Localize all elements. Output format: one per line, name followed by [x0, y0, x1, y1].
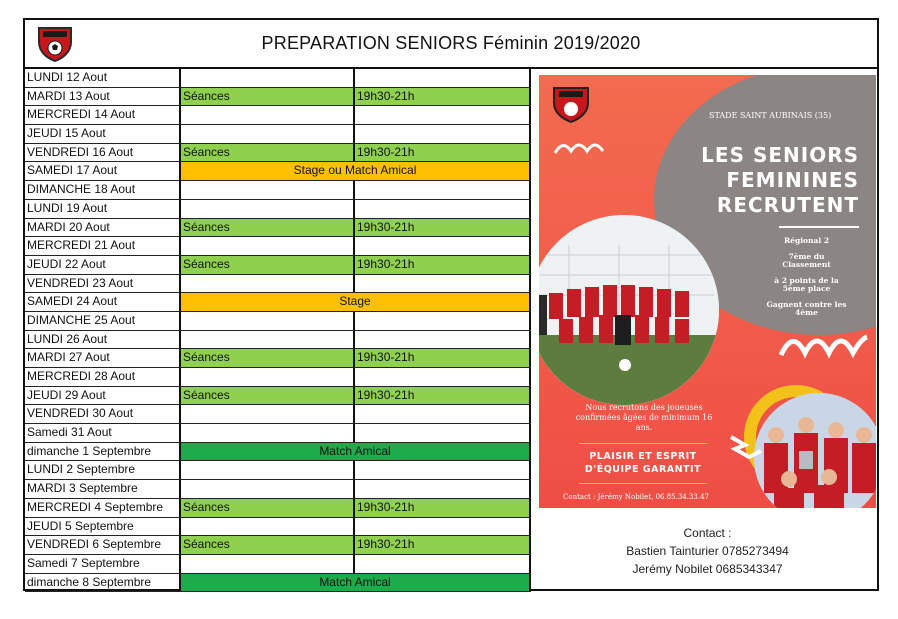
activity-cell: Séances — [181, 256, 355, 274]
schedule-row — [25, 480, 531, 499]
time-cell — [355, 555, 531, 573]
match-cell: Match Amical — [181, 574, 531, 592]
schedule-row — [25, 200, 531, 219]
schedule-day: dimanche 1 Septembre — [25, 443, 181, 461]
activity-cell — [181, 368, 355, 386]
time-cell — [355, 200, 531, 218]
zigzag-icon — [727, 431, 767, 461]
info-wins: Gagnent contre les 4ème — [766, 300, 847, 317]
schedule-row — [25, 443, 531, 462]
activity-cell: Séances — [181, 499, 355, 517]
schedule-day: DIMANCHE 25 Aout — [25, 312, 181, 330]
team-photo-illustration — [539, 215, 719, 405]
schedule-table — [25, 69, 531, 592]
time-cell — [355, 331, 531, 349]
activity-cell — [181, 237, 355, 255]
schedule-row — [25, 275, 531, 294]
schedule-row — [25, 293, 531, 312]
schedule-day: Samedi 7 Septembre — [25, 555, 181, 573]
schedule-row — [25, 162, 531, 181]
schedule-row — [25, 574, 531, 593]
info-division: Régional 2 — [783, 236, 830, 245]
schedule-row — [25, 387, 531, 406]
schedule-day: JEUDI 22 Aout — [25, 256, 181, 274]
schedule-day: dimanche 8 Septembre — [25, 574, 181, 592]
flyer-stade: STADE SAINT AUBINAIS (35) — [709, 111, 832, 120]
schedule-row — [25, 349, 531, 368]
document-header — [25, 20, 877, 69]
schedule-row — [25, 405, 531, 424]
activity-cell — [181, 200, 355, 218]
time-cell — [355, 461, 531, 479]
stage-cell: Stage ou Match Amical — [181, 162, 531, 180]
activity-cell — [181, 69, 355, 87]
time-cell — [355, 424, 531, 442]
stage-cell: Stage — [181, 293, 531, 311]
schedule-day: VENDREDI 30 Aout — [25, 405, 181, 423]
schedule-day: VENDREDI 23 Aout — [25, 275, 181, 293]
schedule-day: LUNDI 2 Septembre — [25, 461, 181, 479]
schedule-row — [25, 256, 531, 275]
contact-block — [539, 524, 876, 578]
activity-cell: Séances — [181, 88, 355, 106]
activity-cell: Séances — [181, 387, 355, 405]
time-cell — [355, 275, 531, 293]
schedule-row — [25, 368, 531, 387]
time-cell — [355, 181, 531, 199]
flyer-club-crest-icon — [551, 83, 591, 123]
time-cell: 19h30-21h — [355, 499, 531, 517]
schedule-row — [25, 331, 531, 350]
flyer-headline — [659, 143, 859, 218]
schedule-row — [25, 461, 531, 480]
time-cell — [355, 69, 531, 87]
team-photo — [539, 215, 719, 405]
time-cell: 19h30-21h — [355, 387, 531, 405]
match-cell: Match Amical — [181, 443, 531, 461]
schedule-day: MARDI 13 Aout — [25, 88, 181, 106]
headline-line-3: RECRUTENT — [716, 193, 859, 217]
time-cell: 19h30-21h — [355, 144, 531, 162]
schedule-day: LUNDI 12 Aout — [25, 69, 181, 87]
activity-cell — [181, 518, 355, 536]
headline-line-2: FEMININES — [726, 168, 859, 192]
contact-line-2: Jerémy Nobilet 0685343347 — [632, 562, 783, 576]
headline-line-1: LES SENIORS — [701, 143, 859, 167]
contact-line-1: Bastien Tainturier 0785273494 — [626, 544, 789, 558]
divider-yellow-top — [579, 443, 707, 444]
activity-cell — [181, 424, 355, 442]
schedule-day: LUNDI 19 Aout — [25, 200, 181, 218]
time-cell — [355, 237, 531, 255]
slogan-line-1: PLAISIR ET ESPRIT — [589, 451, 697, 462]
flyer-contact: Contact : Jérémy Nobilet, 06.85.34.33.47 — [563, 493, 710, 501]
schedule-row — [25, 499, 531, 518]
flyer-recruit-text: Nous recrutons des joueuses confirmées âgées de minimum 16 ans. — [575, 403, 713, 432]
activity-cell — [181, 405, 355, 423]
schedule-row — [25, 88, 531, 107]
activity-cell — [181, 312, 355, 330]
schedule-row — [25, 424, 531, 443]
flyer-slogan — [573, 450, 713, 476]
schedule-day: SAMEDI 17 Aout — [25, 162, 181, 180]
time-cell — [355, 518, 531, 536]
time-cell — [355, 405, 531, 423]
schedule-day: DIMANCHE 18 Aout — [25, 181, 181, 199]
schedule-day: LUNDI 26 Aout — [25, 331, 181, 349]
time-cell — [355, 480, 531, 498]
schedule-day: JEUDI 5 Septembre — [25, 518, 181, 536]
time-cell — [355, 368, 531, 386]
activity-cell — [181, 331, 355, 349]
activity-cell — [181, 461, 355, 479]
schedule-row — [25, 536, 531, 555]
schedule-document — [23, 18, 879, 591]
contact-label: Contact : — [683, 526, 732, 540]
time-cell — [355, 312, 531, 330]
schedule-day: MARDI 3 Septembre — [25, 480, 181, 498]
schedule-day: JEUDI 15 Aout — [25, 125, 181, 143]
time-cell: 19h30-21h — [355, 219, 531, 237]
squiggle-right-icon — [777, 325, 869, 361]
time-cell: 19h30-21h — [355, 256, 531, 274]
schedule-day: MARDI 20 Aout — [25, 219, 181, 237]
schedule-day: VENDREDI 6 Septembre — [25, 536, 181, 554]
activity-cell — [181, 181, 355, 199]
activity-cell — [181, 125, 355, 143]
schedule-day: JEUDI 29 Aout — [25, 387, 181, 405]
activity-cell — [181, 555, 355, 573]
squiggle-icon — [553, 135, 613, 159]
info-rank: 7ème du Classement — [782, 252, 831, 269]
schedule-row — [25, 237, 531, 256]
schedule-day: VENDREDI 16 Aout — [25, 144, 181, 162]
activity-cell: Séances — [181, 349, 355, 367]
info-points: à 2 points de la 5ème place — [774, 276, 839, 293]
page-title: PREPARATION SENIORS Féminin 2019/2020 — [261, 33, 641, 53]
time-cell: 19h30-21h — [355, 88, 531, 106]
schedule-row — [25, 144, 531, 163]
schedule-day: SAMEDI 24 Aout — [25, 293, 181, 311]
schedule-row — [25, 181, 531, 200]
schedule-day: MARDI 27 Aout — [25, 349, 181, 367]
schedule-row — [25, 106, 531, 125]
schedule-day: MERCREDI 21 Aout — [25, 237, 181, 255]
activity-cell: Séances — [181, 219, 355, 237]
schedule-day: MERCREDI 28 Aout — [25, 368, 181, 386]
schedule-row — [25, 312, 531, 331]
schedule-row — [25, 555, 531, 574]
activity-cell — [181, 480, 355, 498]
divider-yellow-bottom — [579, 483, 707, 484]
schedule-row — [25, 69, 531, 88]
activity-cell — [181, 106, 355, 124]
recruitment-flyer — [539, 75, 876, 508]
time-cell: 19h30-21h — [355, 536, 531, 554]
activity-cell: Séances — [181, 536, 355, 554]
schedule-day: MERCREDI 14 Aout — [25, 106, 181, 124]
schedule-row — [25, 518, 531, 537]
schedule-row — [25, 219, 531, 238]
time-cell: 19h30-21h — [355, 349, 531, 367]
headline-underline — [779, 226, 859, 228]
time-cell — [355, 125, 531, 143]
activity-cell — [181, 275, 355, 293]
schedule-day: MERCREDI 4 Septembre — [25, 499, 181, 517]
time-cell — [355, 106, 531, 124]
activity-cell: Séances — [181, 144, 355, 162]
schedule-day: Samedi 31 Aout — [25, 424, 181, 442]
schedule-row — [25, 125, 531, 144]
slogan-line-2: D'ÉQUIPE GARANTIT — [584, 464, 702, 475]
